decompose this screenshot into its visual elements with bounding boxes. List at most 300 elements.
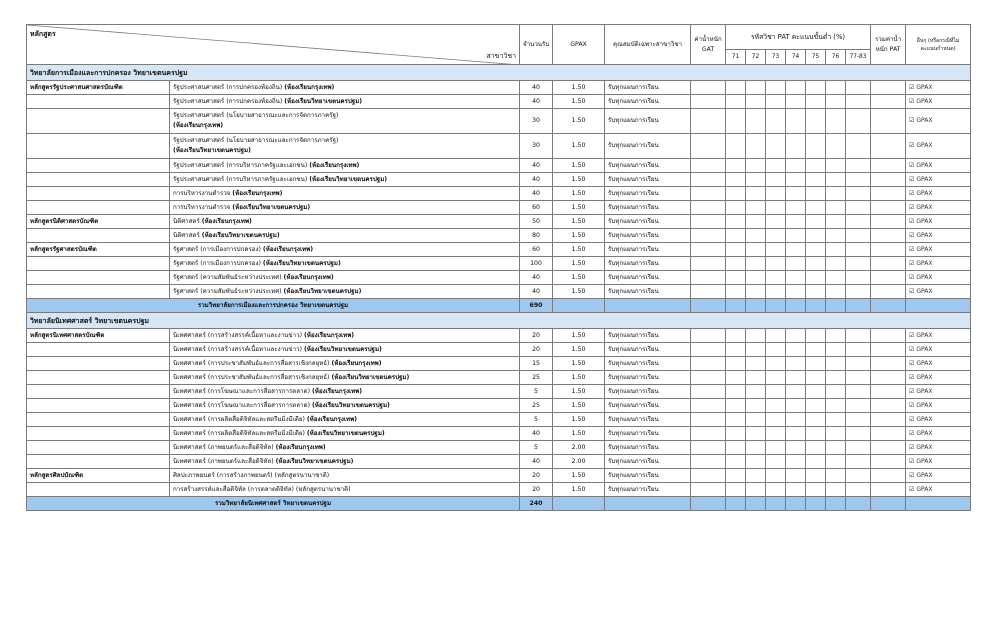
program-cell <box>27 201 170 215</box>
section-total-row <box>27 299 971 313</box>
pat-score-cell <box>746 229 766 243</box>
pat-score-cell <box>766 329 786 343</box>
major-name: นิเทศศาสตร์ (ภาพยนตร์และสื่อดิจิทัล) <box>173 457 274 465</box>
program-cell <box>27 95 170 109</box>
major-name: รัฐประศาสนศาสตร์ (การปกครองท้องถิ่น) <box>173 83 283 91</box>
gpax-cell: 1.50 <box>553 469 605 483</box>
pat-score-cell <box>746 285 766 299</box>
pat-score-cell <box>826 285 846 299</box>
gpax-cell: 1.50 <box>553 243 605 257</box>
gpax-cell: 1.50 <box>553 229 605 243</box>
checkbox-checked-icon: ☑ <box>909 245 917 253</box>
gpax-cell: 1.50 <box>553 134 605 159</box>
other-criteria-text: GPAX <box>916 273 933 281</box>
major-cell <box>170 109 520 134</box>
pat-score-cell <box>746 187 766 201</box>
gat-weight-cell <box>691 201 726 215</box>
pat-score-cell <box>746 441 766 455</box>
pat-score-cell <box>766 357 786 371</box>
gat-weight-cell <box>691 343 726 357</box>
seats-cell: 5 <box>520 385 553 399</box>
pat-score-cell <box>726 441 746 455</box>
qualification-cell: รับทุกแผนการเรียน <box>605 81 691 95</box>
gat-weight-cell <box>691 441 726 455</box>
campus-label: (ห้องเรียนวิทยาเขตนครปฐม) <box>283 287 362 295</box>
gpax-cell: 1.50 <box>553 413 605 427</box>
program-cell <box>27 441 170 455</box>
gat-weight-header: ค่าน้ำหนัก GAT <box>691 25 726 65</box>
pat-score-cell <box>806 385 826 399</box>
other-criteria-text: GPAX <box>916 373 933 381</box>
total-empty-cell <box>806 497 826 511</box>
pat-score-cell <box>846 483 871 497</box>
major-name: นิเทศศาสตร์ (การสร้างสรรค์เนื้อหาและงานข่าว) <box>173 345 302 353</box>
pat-weight-cell <box>871 455 906 469</box>
pat-score-cell <box>806 427 826 441</box>
qualification-cell: รับทุกแผนการเรียน <box>605 257 691 271</box>
table-row <box>27 109 971 134</box>
pat-weight-cell <box>871 343 906 357</box>
checkbox-checked-icon: ☑ <box>909 161 917 169</box>
other-cell <box>906 371 971 385</box>
other-cell <box>906 329 971 343</box>
pat-score-cell <box>766 399 786 413</box>
other-criteria-text: GPAX <box>916 117 933 124</box>
pat-weight-cell <box>871 173 906 187</box>
pat-score-cell <box>726 271 746 285</box>
campus-label: (ห้องเรียนกรุงเทพ) <box>275 443 326 451</box>
pat-score-cell <box>806 257 826 271</box>
gpax-cell: 1.50 <box>553 215 605 229</box>
qualification-cell: รับทุกแผนการเรียน <box>605 385 691 399</box>
seats-cell: 50 <box>520 215 553 229</box>
qualification-cell: รับทุกแผนการเรียน <box>605 469 691 483</box>
gpax-cell: 1.50 <box>553 95 605 109</box>
pat-score-cell <box>786 343 806 357</box>
campus-label: (ห้องเรียนกรุงเทพ) <box>331 359 382 367</box>
pat-group-header: รหัสวิชา PAT คะแนนขั้นต่ำ (%) <box>726 25 871 50</box>
gpax-cell: 1.50 <box>553 285 605 299</box>
major-name: นิติศาสตร์ <box>173 217 200 225</box>
seats-cell: 40 <box>520 427 553 441</box>
pat-score-cell <box>806 399 826 413</box>
total-label: รวมวิทยาลัยนิเทศศาสตร์ วิทยาเขตนครปฐม <box>27 497 520 511</box>
pat-score-cell <box>826 399 846 413</box>
program-cell <box>27 371 170 385</box>
qualification-cell: รับทุกแผนการเรียน <box>605 95 691 109</box>
pat-score-cell <box>826 134 846 159</box>
section-header-row <box>27 313 971 329</box>
gpax-cell: 1.50 <box>553 371 605 385</box>
pat-score-cell <box>726 357 746 371</box>
pat-score-cell <box>846 173 871 187</box>
gat-weight-cell <box>691 187 726 201</box>
pat-score-cell <box>826 357 846 371</box>
gat-weight-cell <box>691 285 726 299</box>
table-row <box>27 243 971 257</box>
gpax-cell: 1.50 <box>553 187 605 201</box>
other-criteria-text: GPAX <box>916 259 933 267</box>
qualification-cell: รับทุกแผนการเรียน <box>605 483 691 497</box>
pat-score-cell <box>826 413 846 427</box>
pat-score-cell <box>826 81 846 95</box>
pat-weight-cell <box>871 285 906 299</box>
pat-score-cell <box>786 483 806 497</box>
program-cell <box>27 173 170 187</box>
pat-score-cell <box>846 441 871 455</box>
pat-score-cell <box>726 134 746 159</box>
pat-score-cell <box>746 399 766 413</box>
pat-weight-cell <box>871 413 906 427</box>
other-cell <box>906 455 971 469</box>
other-criteria-text: GPAX <box>916 287 933 295</box>
table-row <box>27 441 971 455</box>
campus-label: (ห้องเรียนวิทยาเขตนครปฐม) <box>232 203 311 211</box>
pat-score-cell <box>846 257 871 271</box>
seats-cell: 25 <box>520 371 553 385</box>
pat-score-cell <box>806 357 826 371</box>
total-empty-cell <box>691 497 726 511</box>
pat-score-cell <box>726 427 746 441</box>
pat-score-cell <box>766 134 786 159</box>
pat-score-cell <box>746 215 766 229</box>
pat-weight-cell <box>871 215 906 229</box>
major-name: นิเทศศาสตร์ (ภาพยนตร์และสื่อดิจิทัล) <box>173 443 274 451</box>
other-cell <box>906 201 971 215</box>
qualification-cell: รับทุกแผนการเรียน <box>605 427 691 441</box>
other-cell <box>906 271 971 285</box>
gat-weight-cell <box>691 427 726 441</box>
major-cell <box>170 243 520 257</box>
gat-weight-cell <box>691 109 726 134</box>
checkbox-checked-icon: ☑ <box>909 83 917 91</box>
total-empty-cell <box>553 299 605 313</box>
pat-score-cell <box>826 173 846 187</box>
seats-cell: 60 <box>520 243 553 257</box>
pat-score-cell <box>826 159 846 173</box>
table-row <box>27 201 971 215</box>
pat-score-cell <box>806 285 826 299</box>
checkbox-checked-icon: ☑ <box>909 97 917 105</box>
total-empty-cell <box>826 497 846 511</box>
table-row <box>27 95 971 109</box>
pat-code-header: 76 <box>826 50 846 65</box>
checkbox-checked-icon: ☑ <box>909 485 917 493</box>
pat-score-cell <box>746 427 766 441</box>
total-empty-cell <box>726 497 746 511</box>
pat-score-cell <box>726 229 746 243</box>
pat-weight-cell <box>871 229 906 243</box>
major-name: รัฐประศาสนศาสตร์ (นโยบายสาธารณะและการจัดการภาครัฐ) <box>173 112 339 119</box>
checkbox-checked-icon: ☑ <box>909 471 917 479</box>
pat-score-cell <box>826 215 846 229</box>
pat-weight-cell <box>871 469 906 483</box>
seats-cell: 5 <box>520 441 553 455</box>
pat-score-cell <box>746 173 766 187</box>
program-cell: หลักสูตรนิติศาสตรบัณฑิต <box>27 215 170 229</box>
pat-score-cell <box>726 343 746 357</box>
pat-score-cell <box>786 285 806 299</box>
major-cell <box>170 134 520 159</box>
qualification-cell: รับทุกแผนการเรียน <box>605 441 691 455</box>
checkbox-checked-icon: ☑ <box>909 217 917 225</box>
total-empty-cell <box>553 497 605 511</box>
campus-label: (ห้องเรียนกรุงเทพ) <box>232 189 283 197</box>
other-cell <box>906 187 971 201</box>
other-criteria-text: GPAX <box>916 387 933 395</box>
other-cell <box>906 173 971 187</box>
total-empty-cell <box>746 299 766 313</box>
pat-weight-cell <box>871 187 906 201</box>
seats-cell: 40 <box>520 159 553 173</box>
pat-weight-cell <box>871 357 906 371</box>
gpax-cell: 1.50 <box>553 257 605 271</box>
pat-score-cell <box>746 343 766 357</box>
pat-score-cell <box>766 483 786 497</box>
pat-score-cell <box>806 483 826 497</box>
pat-score-cell <box>786 441 806 455</box>
pat-score-cell <box>786 329 806 343</box>
major-cell <box>170 343 520 357</box>
pat-score-cell <box>766 95 786 109</box>
campus-label: (ห้องเรียนกรุงเทพ) <box>283 273 334 281</box>
major-cell <box>170 441 520 455</box>
table-row <box>27 329 971 343</box>
total-empty-cell <box>871 497 906 511</box>
pat-score-cell <box>806 329 826 343</box>
other-criteria-text: GPAX <box>916 345 933 353</box>
campus-label: (ห้องเรียนกรุงเทพ) <box>284 83 335 91</box>
campus-label: (ห้องเรียนวิทยาเขตนครปฐม) <box>201 231 280 239</box>
pat-score-cell <box>746 257 766 271</box>
table-row <box>27 385 971 399</box>
gat-weight-cell <box>691 95 726 109</box>
major-cell <box>170 159 520 173</box>
pat-score-cell <box>726 329 746 343</box>
pat-score-cell <box>846 343 871 357</box>
major-cell <box>170 413 520 427</box>
pat-score-cell <box>766 343 786 357</box>
total-seats: 690 <box>520 299 553 313</box>
pat-score-cell <box>726 215 746 229</box>
pat-score-cell <box>806 201 826 215</box>
pat-score-cell <box>806 159 826 173</box>
pat-score-cell <box>766 257 786 271</box>
pat-score-cell <box>806 229 826 243</box>
seats-cell: 30 <box>520 109 553 134</box>
program-cell <box>27 229 170 243</box>
gpax-header: GPAX <box>553 25 605 65</box>
pat-weight-cell <box>871 109 906 134</box>
pat-score-cell <box>786 201 806 215</box>
pat-weight-cell <box>871 257 906 271</box>
pat-score-cell <box>826 109 846 134</box>
table-row <box>27 257 971 271</box>
seats-cell: 40 <box>520 81 553 95</box>
program-cell <box>27 413 170 427</box>
seats-cell: 100 <box>520 257 553 271</box>
pat-score-cell <box>726 285 746 299</box>
campus-label: (ห้องเรียนกรุงเทพ) <box>311 387 363 395</box>
table-row <box>27 455 971 469</box>
other-cell <box>906 243 971 257</box>
campus-label: (ห้องเรียนกรุงเทพ) <box>173 122 224 129</box>
gat-weight-cell <box>691 134 726 159</box>
pat-score-cell <box>766 413 786 427</box>
major-name: นิเทศศาสตร์ (การโฆษณาและการสื่อสารการตลาด) <box>173 387 310 395</box>
gat-weight-cell <box>691 413 726 427</box>
pat-score-cell <box>806 343 826 357</box>
checkbox-checked-icon: ☑ <box>909 117 917 124</box>
qualification-cell: รับทุกแผนการเรียน <box>605 399 691 413</box>
total-empty-cell <box>871 299 906 313</box>
pat-score-cell <box>826 329 846 343</box>
qualification-cell: รับทุกแผนการเรียน <box>605 371 691 385</box>
pat-score-cell <box>786 134 806 159</box>
other-cell <box>906 483 971 497</box>
pat-score-cell <box>806 187 826 201</box>
checkbox-checked-icon: ☑ <box>909 331 917 339</box>
major-cell <box>170 215 520 229</box>
other-criteria-text: GPAX <box>916 471 933 479</box>
total-empty-cell <box>846 497 871 511</box>
pat-score-cell <box>786 159 806 173</box>
pat-score-cell <box>806 469 826 483</box>
other-criteria-text: GPAX <box>916 189 933 197</box>
pat-score-cell <box>726 243 746 257</box>
pat-score-cell <box>766 427 786 441</box>
other-cell <box>906 441 971 455</box>
other-criteria-text: GPAX <box>916 231 933 239</box>
gpax-cell: 1.50 <box>553 343 605 357</box>
checkbox-checked-icon: ☑ <box>909 189 917 197</box>
admission-table-sheet <box>26 24 970 511</box>
pat-score-cell <box>766 385 786 399</box>
other-cell <box>906 215 971 229</box>
major-cell <box>170 455 520 469</box>
program-cell: หลักสูตรรัฐศาสตรบัณฑิต <box>27 243 170 257</box>
checkbox-checked-icon: ☑ <box>909 287 917 295</box>
major-cell <box>170 329 520 343</box>
campus-label: (ห้องเรียนวิทยาเขตนครปฐม) <box>262 259 341 267</box>
table-row <box>27 483 971 497</box>
pat-score-cell <box>726 455 746 469</box>
total-empty-cell <box>605 299 691 313</box>
other-cell <box>906 399 971 413</box>
program-cell <box>27 159 170 173</box>
checkbox-checked-icon: ☑ <box>909 175 917 183</box>
pat-weight-cell <box>871 329 906 343</box>
pat-score-cell <box>786 469 806 483</box>
pat-score-cell <box>786 455 806 469</box>
checkbox-checked-icon: ☑ <box>909 401 917 409</box>
major-cell <box>170 285 520 299</box>
pat-weight-cell <box>871 441 906 455</box>
other-criteria-text: GPAX <box>916 457 933 465</box>
qualification-header: คุณสมบัติเฉพาะสาขาวิชา <box>605 25 691 65</box>
table-row <box>27 81 971 95</box>
pat-score-cell <box>826 441 846 455</box>
checkbox-checked-icon: ☑ <box>909 429 917 437</box>
pat-code-header: 74 <box>786 50 806 65</box>
pat-score-cell <box>786 413 806 427</box>
seats-cell: 40 <box>520 95 553 109</box>
pat-score-cell <box>766 229 786 243</box>
gat-weight-cell <box>691 159 726 173</box>
pat-score-cell <box>746 81 766 95</box>
seats-cell: 20 <box>520 343 553 357</box>
total-empty-cell <box>906 497 971 511</box>
pat-weight-header: รวมค่าน้ำหนัก PAT <box>871 25 906 65</box>
seats-cell: 40 <box>520 187 553 201</box>
pat-score-cell <box>826 469 846 483</box>
pat-score-cell <box>766 187 786 201</box>
other-criteria-text: GPAX <box>916 203 933 211</box>
checkbox-checked-icon: ☑ <box>909 259 917 267</box>
table-row <box>27 357 971 371</box>
pat-score-cell <box>846 385 871 399</box>
seats-cell: 20 <box>520 329 553 343</box>
pat-weight-cell <box>871 385 906 399</box>
pat-score-cell <box>846 243 871 257</box>
campus-label: (ห้องเรียนวิทยาเขตนครปฐม) <box>311 401 390 409</box>
pat-score-cell <box>766 243 786 257</box>
other-criteria-text: GPAX <box>916 401 933 409</box>
program-cell <box>27 271 170 285</box>
gpax-cell: 2.00 <box>553 441 605 455</box>
other-criteria-text: GPAX <box>916 443 933 451</box>
other-cell <box>906 343 971 357</box>
pat-score-cell <box>826 385 846 399</box>
pat-score-cell <box>746 357 766 371</box>
other-header: อื่นๆ (หรือกรณีที่ไม่คะแนนกำหนด) <box>906 25 971 65</box>
pat-score-cell <box>746 385 766 399</box>
pat-score-cell <box>846 201 871 215</box>
gat-weight-cell <box>691 399 726 413</box>
gpax-cell: 1.50 <box>553 159 605 173</box>
pat-score-cell <box>726 95 746 109</box>
program-cell <box>27 257 170 271</box>
seats-cell: 25 <box>520 399 553 413</box>
qualification-cell: รับทุกแผนการเรียน <box>605 243 691 257</box>
qualification-cell: รับทุกแผนการเรียน <box>605 173 691 187</box>
pat-score-cell <box>806 134 826 159</box>
pat-score-cell <box>786 109 806 134</box>
gpax-cell: 1.50 <box>553 427 605 441</box>
pat-score-cell <box>766 371 786 385</box>
major-name: นิเทศศาสตร์ (การสร้างสรรค์เนื้อหาและงานข่าว) <box>173 331 302 339</box>
diagonal-divider-icon <box>27 25 520 65</box>
qualification-cell: รับทุกแผนการเรียน <box>605 159 691 173</box>
pat-score-cell <box>846 134 871 159</box>
checkbox-checked-icon: ☑ <box>909 345 917 353</box>
major-name: รัฐประศาสนศาสตร์ (นโยบายสาธารณะและการจัดการภาครัฐ) <box>173 137 339 144</box>
other-cell <box>906 229 971 243</box>
pat-score-cell <box>726 399 746 413</box>
other-cell <box>906 285 971 299</box>
gpax-cell: 1.50 <box>553 271 605 285</box>
major-name: รัฐประศาสนศาสตร์ (การปกครองท้องถิ่น) <box>173 97 283 105</box>
table-row <box>27 187 971 201</box>
pat-score-cell <box>766 109 786 134</box>
gat-weight-cell <box>691 329 726 343</box>
program-header-label: หลักสูตร <box>30 30 56 38</box>
total-empty-cell <box>826 299 846 313</box>
pat-score-cell <box>766 173 786 187</box>
pat-score-cell <box>786 187 806 201</box>
major-name: รัฐศาสตร์ (การเมืองการปกครอง) <box>173 259 261 267</box>
pat-score-cell <box>826 201 846 215</box>
